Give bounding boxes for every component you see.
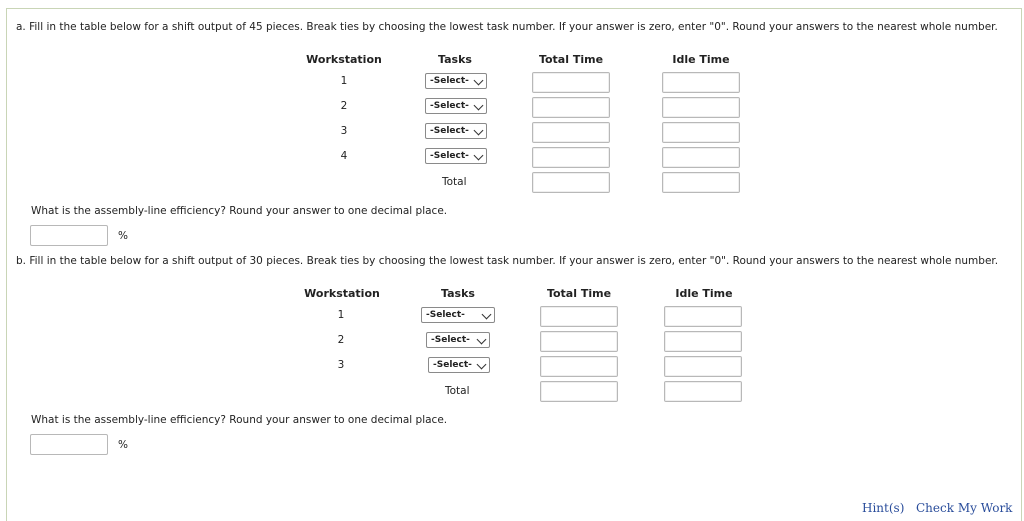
part-a-row-1-tasks-select[interactable] bbox=[425, 73, 487, 89]
part-a-total-label: Total bbox=[442, 176, 467, 188]
part-b-header-tasks: Tasks bbox=[441, 287, 475, 300]
part-a-row-4-label: 4 bbox=[340, 150, 348, 162]
part-a-row-4-total-time-input[interactable] bbox=[532, 147, 610, 168]
part-a-row-3-label: 3 bbox=[340, 125, 348, 137]
part-a-row-4-tasks-select[interactable] bbox=[425, 148, 487, 164]
part-b-header-idle-time: Idle Time bbox=[675, 287, 733, 300]
part-a-row-3-total-time-input[interactable] bbox=[532, 122, 610, 143]
part-a-efficiency-question: What is the assembly-line efficiency? Round your answer to one decimal place. bbox=[31, 205, 448, 217]
select-value: -Select- bbox=[430, 76, 469, 86]
part-a-row-2-tasks-select[interactable] bbox=[425, 98, 487, 114]
chevron-down-icon bbox=[477, 335, 487, 345]
part-a-row-2-label: 2 bbox=[340, 100, 348, 112]
part-b-row-3-total-time-input[interactable] bbox=[540, 356, 618, 377]
select-value: -Select- bbox=[433, 360, 472, 370]
chevron-down-icon bbox=[474, 151, 484, 161]
part-b-row-3-label: 3 bbox=[337, 359, 345, 371]
part-a-row-3-tasks-select[interactable] bbox=[425, 123, 487, 139]
part-b-row-1-idle-time-input[interactable] bbox=[664, 306, 742, 327]
select-value: -Select- bbox=[426, 310, 465, 320]
part-b-row-1-tasks-select[interactable] bbox=[421, 307, 495, 323]
select-value: -Select- bbox=[430, 151, 469, 161]
part-a-header-total-time: Total Time bbox=[538, 53, 604, 66]
part-b-row-1-label: 1 bbox=[337, 309, 345, 321]
part-a-percent-sign: % bbox=[118, 230, 128, 242]
select-value: -Select- bbox=[430, 101, 469, 111]
hints-link[interactable]: Hint(s) bbox=[862, 501, 905, 515]
part-a-row-2-idle-time-input[interactable] bbox=[662, 97, 740, 118]
part-a-row-3-idle-time-input[interactable] bbox=[662, 122, 740, 143]
part-b-header-total-time: Total Time bbox=[546, 287, 612, 300]
part-b-total-label: Total bbox=[445, 385, 470, 397]
part-b-row-2-total-time-input[interactable] bbox=[540, 331, 618, 352]
part-b-row-2-idle-time-input[interactable] bbox=[664, 331, 742, 352]
part-a-total-time-sum-input[interactable] bbox=[532, 172, 610, 193]
part-a-idle-time-sum-input[interactable] bbox=[662, 172, 740, 193]
part-b-percent-sign: % bbox=[118, 439, 128, 451]
part-b-row-1-total-time-input[interactable] bbox=[540, 306, 618, 327]
select-value: -Select- bbox=[430, 126, 469, 136]
part-b-row-2-label: 2 bbox=[337, 334, 345, 346]
part-a-row-2-total-time-input[interactable] bbox=[532, 97, 610, 118]
part-a-header-workstation: Workstation bbox=[306, 53, 382, 66]
part-a-instruction: a. Fill in the table below for a shift output of 45 pieces. Break ties by choosing the lowest task number. If your answer is zero, enter "0". Round your answers to the nearest whole number. bbox=[16, 21, 998, 33]
part-a-row-4-idle-time-input[interactable] bbox=[662, 147, 740, 168]
part-a-efficiency-input[interactable] bbox=[30, 225, 108, 246]
part-b-row-2-tasks-select[interactable] bbox=[426, 332, 490, 348]
part-b-efficiency-question: What is the assembly-line efficiency? Round your answer to one decimal place. bbox=[31, 414, 448, 426]
part-a-header-tasks: Tasks bbox=[438, 53, 472, 66]
part-b-row-3-tasks-select[interactable] bbox=[428, 357, 490, 373]
chevron-down-icon bbox=[474, 76, 484, 86]
part-b-idle-time-sum-input[interactable] bbox=[664, 381, 742, 402]
part-a-row-1-idle-time-input[interactable] bbox=[662, 72, 740, 93]
part-a-row-1-label: 1 bbox=[340, 75, 348, 87]
chevron-down-icon bbox=[474, 101, 484, 111]
part-b-total-time-sum-input[interactable] bbox=[540, 381, 618, 402]
chevron-down-icon bbox=[474, 126, 484, 136]
select-value: -Select- bbox=[431, 335, 470, 345]
check-my-work-link[interactable]: Check My Work bbox=[916, 501, 1013, 515]
part-b-instruction: b. Fill in the table below for a shift output of 30 pieces. Break ties by choosing the lowest task number. If your answer is zero, enter "0". Round your answers to the nearest whole number. bbox=[16, 255, 999, 267]
part-b-efficiency-input[interactable] bbox=[30, 434, 108, 455]
chevron-down-icon bbox=[482, 310, 492, 320]
part-a-header-idle-time: Idle Time bbox=[672, 53, 730, 66]
part-b-row-3-idle-time-input[interactable] bbox=[664, 356, 742, 377]
part-a-row-1-total-time-input[interactable] bbox=[532, 72, 610, 93]
part-b-header-workstation: Workstation bbox=[304, 287, 380, 300]
chevron-down-icon bbox=[477, 360, 487, 370]
